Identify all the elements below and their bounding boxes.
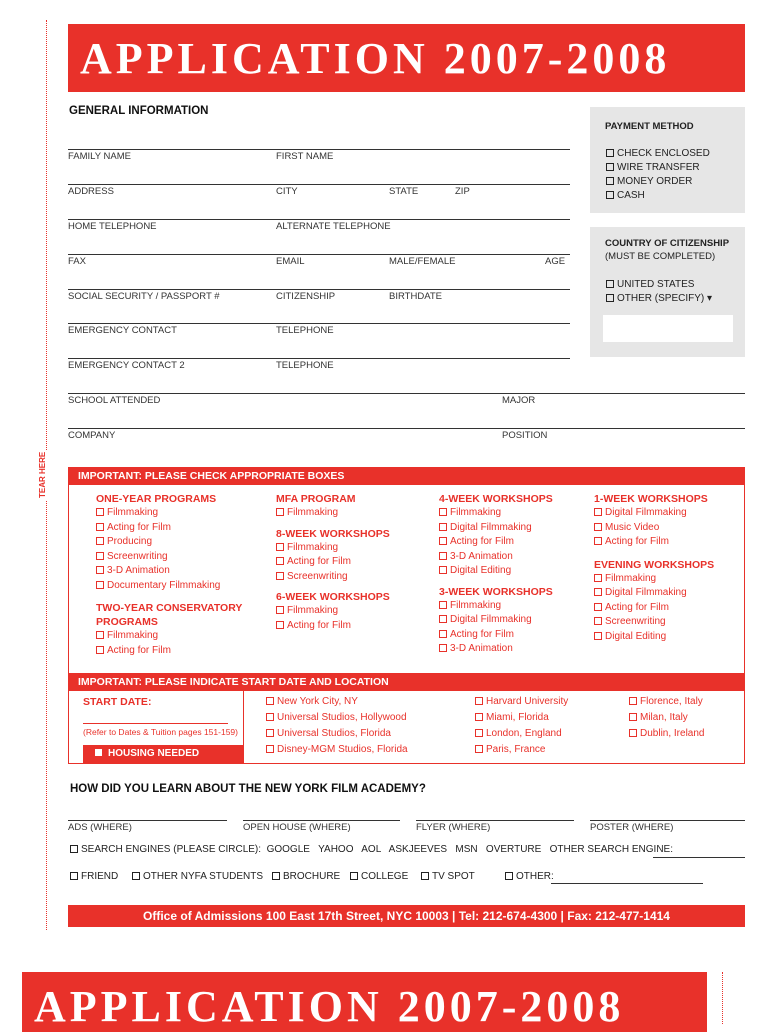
- page-title-banner-repeat: [22, 972, 707, 1032]
- program-option[interactable]: Acting for Film: [594, 601, 714, 616]
- general-heading: GENERAL INFORMATION: [69, 105, 209, 117]
- program-option[interactable]: Filmmaking: [276, 506, 390, 521]
- row-rule: [68, 149, 570, 150]
- row-rule: [68, 428, 745, 429]
- program-option[interactable]: Acting for Film: [439, 628, 553, 643]
- row-rule: [68, 219, 570, 220]
- row-rule: [68, 358, 570, 359]
- citizenship-note: (MUST BE COMPLETED): [605, 251, 716, 262]
- poster-input[interactable]: [590, 820, 745, 821]
- other-option[interactable]: OTHER:: [505, 871, 554, 882]
- ads-input[interactable]: [68, 820, 227, 821]
- program-option[interactable]: Digital Filmmaking: [594, 506, 714, 521]
- flyer-input[interactable]: [416, 820, 574, 821]
- location-option[interactable]: Universal Studios, Florida: [266, 726, 408, 742]
- friend-option[interactable]: FRIEND: [70, 871, 118, 882]
- location-option[interactable]: Dublin, Ireland: [629, 726, 704, 742]
- emergency-contact-label: EMERGENCY CONTACT: [68, 325, 177, 336]
- other-input[interactable]: [551, 883, 703, 884]
- location-option[interactable]: Miami, Florida: [475, 710, 568, 726]
- cash-option[interactable]: CASH: [606, 189, 710, 203]
- program-option[interactable]: Filmmaking: [276, 604, 390, 619]
- program-option[interactable]: Acting for Film: [276, 555, 390, 570]
- program-option[interactable]: 3-D Animation: [439, 642, 553, 657]
- two-year-heading: TWO-YEAR CONSERVATORY: [96, 602, 243, 614]
- citizenship-panel: [590, 227, 745, 357]
- city-label: CITY: [276, 186, 298, 197]
- other-country-option[interactable]: OTHER (SPECIFY) ▾: [606, 292, 712, 306]
- row-rule: [68, 289, 570, 290]
- tear-here-label: TEAR HERE: [38, 451, 47, 498]
- other-nyfa-students-option[interactable]: OTHER NYFA STUDENTS: [132, 871, 263, 882]
- check-enclosed-option[interactable]: CHECK ENCLOSED: [606, 147, 710, 161]
- checkbox[interactable]: [606, 280, 614, 288]
- program-option[interactable]: Producing: [96, 535, 242, 550]
- program-option[interactable]: Digital Editing: [594, 630, 714, 645]
- program-option[interactable]: Filmmaking: [439, 506, 553, 521]
- program-option[interactable]: Screenwriting: [594, 615, 714, 630]
- position-label: POSITION: [502, 430, 548, 441]
- other-search-engine-input[interactable]: [653, 857, 745, 858]
- one-week-heading: 1-WEEK WORKSHOPS: [594, 493, 708, 505]
- one-year-heading: ONE-YEAR PROGRAMS: [96, 493, 217, 505]
- poster-label: POSTER (WHERE): [590, 822, 674, 833]
- home-telephone-label: HOME TELEPHONE: [68, 221, 157, 232]
- row-rule: [68, 393, 745, 394]
- state-label: STATE: [389, 186, 419, 197]
- flyer-label: FLYER (WHERE): [416, 822, 491, 833]
- alternate-telephone-label: ALTERNATE TELEPHONE: [276, 221, 391, 232]
- location-option[interactable]: Harvard University: [475, 694, 568, 710]
- checkbox[interactable]: [70, 845, 78, 853]
- emergency-telephone-2-label: TELEPHONE: [276, 360, 334, 371]
- program-option[interactable]: Filmmaking: [276, 541, 390, 556]
- program-option[interactable]: Filmmaking: [96, 506, 242, 521]
- page-title-banner: [68, 24, 745, 92]
- ads-label: ADS (WHERE): [68, 822, 132, 833]
- program-option[interactable]: Screenwriting: [96, 550, 242, 565]
- row-rule: [68, 184, 570, 185]
- start-bar: IMPORTANT: PLEASE INDICATE START DATE AND LOCATION: [68, 673, 745, 691]
- checkbox[interactable]: [606, 149, 614, 157]
- major-label: MAJOR: [502, 395, 536, 406]
- dates-reference-note: (Refer to Dates & Tuition pages 151-159): [83, 727, 238, 737]
- citizenship-heading: COUNTRY OF CITIZENSHIP: [605, 238, 730, 249]
- program-option[interactable]: Acting for Film: [439, 535, 553, 550]
- program-option[interactable]: Digital Editing: [439, 564, 553, 579]
- other-country-input[interactable]: [603, 315, 733, 342]
- two-year-heading-2: PROGRAMS: [96, 616, 158, 628]
- college-option[interactable]: COLLEGE: [350, 871, 408, 882]
- program-option[interactable]: Acting for Film: [96, 521, 242, 536]
- housing-needed-label: HOUSING NEEDED: [108, 748, 200, 759]
- learn-question: HOW DID YOU LEARN ABOUT THE NEW YORK FILM ACADEMY?: [70, 783, 426, 795]
- program-option[interactable]: Acting for Film: [594, 535, 714, 550]
- program-option[interactable]: Digital Filmmaking: [439, 521, 553, 536]
- location-option[interactable]: Florence, Italy: [629, 694, 704, 710]
- eight-week-heading: 8-WEEK WORKSHOPS: [276, 527, 390, 540]
- payment-heading: PAYMENT METHOD: [605, 121, 694, 132]
- six-week-heading: 6-WEEK WORKSHOPS: [276, 591, 390, 603]
- payment-panel: [590, 107, 745, 213]
- checkbox[interactable]: [606, 177, 614, 185]
- page-title-repeat: APPLICATION 2007-2008: [34, 982, 625, 1031]
- money-order-option[interactable]: MONEY ORDER: [606, 175, 710, 189]
- row-rule: [68, 254, 570, 255]
- program-option[interactable]: Digital Filmmaking: [594, 586, 714, 601]
- tv-spot-option[interactable]: TV SPOT: [421, 871, 475, 882]
- fax-label: FAX: [68, 256, 86, 267]
- family-name-label: FAMILY NAME: [68, 151, 131, 162]
- location-option[interactable]: Disney-MGM Studios, Florida: [266, 742, 408, 758]
- program-option[interactable]: Music Video: [594, 521, 714, 536]
- email-label: EMAIL: [276, 256, 305, 267]
- housing-checkbox[interactable]: [95, 749, 102, 756]
- program-option[interactable]: Digital Filmmaking: [439, 613, 553, 628]
- checkbox[interactable]: [606, 163, 614, 171]
- admissions-footer: Office of Admissions 100 East 17th Street, NYC 10003 | Tel: 212-674-4300 | Fax: 212-477-1414: [68, 905, 745, 927]
- tear-line-repeat: [722, 972, 723, 1024]
- checkbox[interactable]: [606, 191, 614, 199]
- open-house-input[interactable]: [243, 820, 400, 821]
- company-label: COMPANY: [68, 430, 116, 441]
- checkbox[interactable]: [606, 294, 614, 302]
- page-title: APPLICATION 2007-2008: [80, 34, 671, 83]
- three-week-heading: 3-WEEK WORKSHOPS: [439, 585, 553, 598]
- first-name-label: FIRST NAME: [276, 151, 334, 162]
- search-engines-option[interactable]: SEARCH ENGINES (PLEASE CIRCLE): GOOGLE YAHOO AOL ASKJEEVES MSN OVERTURE OTHER SEARCH ENGINE:: [70, 844, 673, 855]
- evening-heading: EVENING WORKSHOPS: [594, 558, 715, 571]
- location-option[interactable]: London, England: [475, 726, 568, 742]
- school-attended-label: SCHOOL ATTENDED: [68, 395, 161, 406]
- open-house-label: OPEN HOUSE (WHERE): [243, 822, 351, 833]
- brochure-option[interactable]: BROCHURE: [272, 871, 340, 882]
- gender-label: MALE/FEMALE: [389, 256, 456, 267]
- emergency-contact-2-label: EMERGENCY CONTACT 2: [68, 360, 185, 371]
- program-option[interactable]: 3-D Animation: [439, 550, 553, 565]
- wire-transfer-option[interactable]: WIRE TRANSFER: [606, 161, 710, 175]
- age-label: AGE: [545, 256, 566, 267]
- start-date-input[interactable]: [83, 723, 228, 724]
- location-option[interactable]: Universal Studios, Hollywood: [266, 710, 408, 726]
- program-option[interactable]: Filmmaking: [594, 572, 714, 587]
- program-option[interactable]: Documentary Filmmaking: [96, 579, 242, 594]
- address-label: ADDRESS: [68, 186, 114, 197]
- program-option[interactable]: Screenwriting: [276, 570, 390, 585]
- start-date-label: START DATE:: [83, 696, 152, 708]
- location-option[interactable]: Milan, Italy: [629, 710, 704, 726]
- programs-bar: IMPORTANT: PLEASE CHECK APPROPRIATE BOXES: [68, 467, 745, 485]
- program-option[interactable]: Filmmaking: [439, 599, 553, 614]
- location-option[interactable]: New York City, NY: [266, 694, 408, 710]
- program-option[interactable]: 3-D Animation: [96, 564, 242, 579]
- start-divider: [243, 691, 244, 764]
- mfa-heading: MFA PROGRAM: [276, 493, 356, 505]
- ssn-label: SOCIAL SECURITY / PASSPORT #: [68, 291, 220, 302]
- four-week-heading: 4-WEEK WORKSHOPS: [439, 493, 553, 505]
- program-option[interactable]: Acting for Film: [96, 644, 242, 659]
- row-rule: [68, 323, 570, 324]
- program-option[interactable]: Acting for Film: [276, 619, 390, 634]
- united-states-option[interactable]: UNITED STATES: [606, 278, 712, 292]
- emergency-telephone-label: TELEPHONE: [276, 325, 334, 336]
- citizenship-label: CITIZENSHIP: [276, 291, 336, 302]
- location-option[interactable]: Paris, France: [475, 742, 568, 758]
- birthdate-label: BIRTHDATE: [389, 291, 442, 302]
- program-option[interactable]: Filmmaking: [96, 629, 242, 644]
- housing-needed-bar[interactable]: [83, 745, 243, 763]
- zip-label: ZIP: [455, 186, 470, 197]
